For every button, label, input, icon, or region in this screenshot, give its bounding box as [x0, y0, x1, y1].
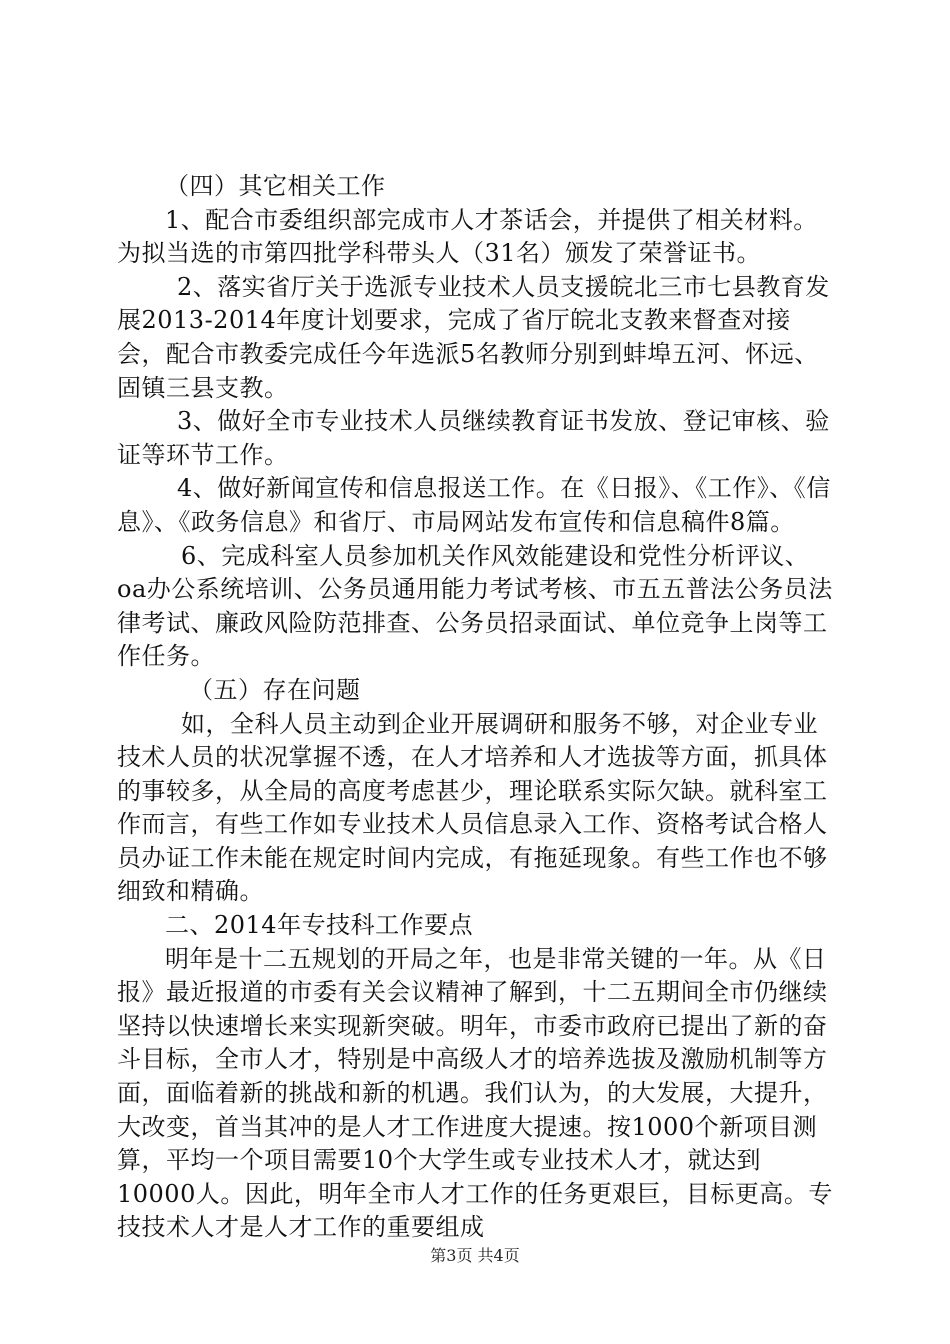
paragraph-item-2: 2、落实省厅关于选派专业技术人员支援皖北三市七县教育发展2013-2014年度计划要求，完成了省厅皖北支教来督查对接会，配合市教委完成任今年选派5名教师分别到蚌埠五河、怀远、固镇三县支教。	[117, 272, 830, 402]
page-footer: 第3页 共4页	[430, 1246, 520, 1265]
paragraph-2014-plan: 明年是十二五规划的开局之年，也是非常关键的一年。从《日报》最近报道的市委有关会议精神了解到，十二五期间全市仍继续坚持以快速增长来实现新突破。明年，市委市政府已提出了新的奋斗目标，全市人才，特别是中高级人才的培养选拔及激励机制等方面，面临着新的挑战和新的机遇。我们认为，的大发展，大提升，大改变，首当其冲的是人才工作进度大提速。按1000个新项目测算，平均一个项目需要10个大学生或专业技术人才，就达到10000人。因此，明年全市人才工作的任务更艰巨，目标更高。专技技术人才是人才工作的重要组成	[117, 944, 833, 1242]
paragraph-item-4: 4、做好新闻宣传和信息报送工作。在《日报》、《工作》、《信息》、《政务信息》和省厅、市局网站发布宣传和信息稿件8篇。	[117, 474, 831, 536]
paragraph-item-1: 1、配合市委组织部完成市人才茶话会，并提供了相关材料。为拟当选的市第四批学科带头人（31名）颁发了荣誉证书。	[117, 205, 818, 268]
paragraph-problems: 如，全科人员主动到企业开展调研和服务不够，对企业专业技术人员的状况掌握不透，在人才培养和人才选拔等方面，抓具体的事较多，从全局的高度考虑甚少，理论联系实际欠缺。就科室工作而言，有些工作如专业技术人员信息录入工作、资格考试合格人员办证工作未能在规定时间内完成，有拖延现象。有些工作也不够细致和精确。	[117, 709, 828, 906]
paragraph-item-6: 6、完成科室人员参加机关作风效能建设和党性分析评议、oa办公系统培训、公务员通用能力考试考核、市五五普法公务员法律考试、廉政风险防范排查、公务员招录面试、单位竞争上岗等工作任务。	[117, 541, 833, 671]
section-heading-2014-plan: 二、2014年专技科工作要点	[165, 911, 474, 940]
paragraph-item-3: 3、做好全市专业技术人员继续教育证书发放、登记审核、验证等环节工作。	[117, 407, 830, 469]
document-body	[117, 170, 837, 1245]
section-heading-other-work: （四）其它相关工作	[165, 172, 386, 200]
section-heading-problems: （五）存在问题	[189, 675, 361, 704]
